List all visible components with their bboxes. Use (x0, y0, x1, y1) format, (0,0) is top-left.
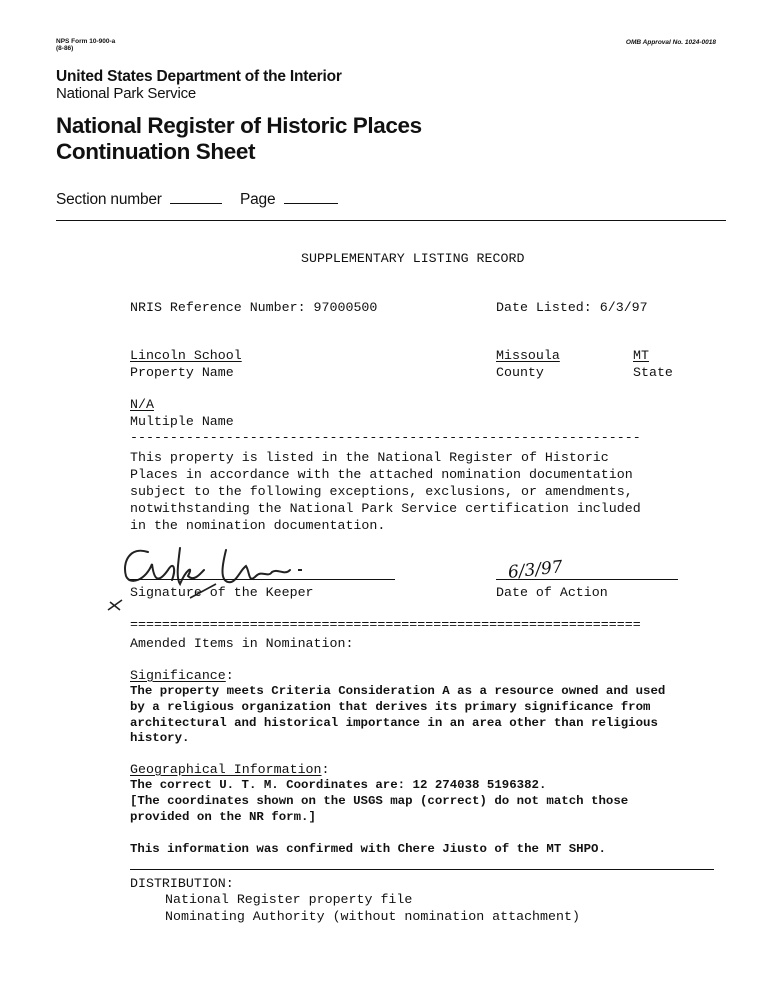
multiple-name-label: Multiple Name (130, 414, 234, 429)
distribution-item: Nominating Authority (without nomination attachment) (165, 909, 580, 924)
page-title: National Register of Historic Places Continuation Sheet (56, 113, 422, 164)
distribution-divider (130, 869, 714, 870)
header-divider (56, 220, 726, 221)
signature-label: Signature of the Keeper (130, 585, 314, 600)
distribution-item: National Register property file (165, 892, 413, 907)
property-name-value: Lincoln School (130, 348, 242, 363)
page-number-field[interactable] (284, 189, 338, 204)
department-name: United States Department of the Interior (56, 68, 342, 85)
handwritten-action-date: 6/3/97 (507, 557, 564, 583)
record-heading: SUPPLEMENTARY LISTING RECORD (301, 251, 525, 266)
state-value: MT (633, 348, 649, 363)
omb-approval: OMB Approval No. 1024-0018 (625, 39, 716, 46)
nris-value: 97000500 (313, 300, 378, 315)
keeper-signature (100, 540, 330, 615)
signature-line (130, 579, 395, 580)
geographic-info-text: The correct U. T. M. Coordinates are: 12 274038 5196382. [The coordinates shown on the USGS map (correct) do not match those provided on the NR form.] (130, 778, 629, 824)
amended-items-heading: Amended Items in Nomination: (130, 636, 354, 651)
date-listed (496, 300, 648, 315)
nris-label: NRIS Reference Number: (130, 300, 306, 315)
state-label: State (633, 365, 673, 380)
date-line (496, 579, 678, 580)
distribution-heading: DISTRIBUTION: (130, 876, 234, 891)
significance-heading: Significance: (130, 668, 234, 683)
nris-reference (130, 300, 377, 315)
section-page-row (56, 189, 338, 209)
significance-text: The property meets Criteria Consideration A as a resource owned and used by a religious organization that derives its primary significance from architectural and historical importance in an area other than religious history. (130, 684, 666, 746)
county-label: County (496, 365, 544, 380)
geographic-info-heading: Geographical Information: (130, 762, 330, 777)
section-number-field[interactable] (170, 189, 222, 204)
page-label: Page (239, 191, 276, 208)
date-listed-value: 6/3/97 (599, 300, 648, 315)
listing-statement: This property is listed in the National Register of Historic Places in accordance with the attached nomination documentation subject to the following exceptions, exclusions, or amendments, notwithstanding the National Park Service certification included in the nomination documentation. (130, 450, 641, 533)
agency-name: National Park Service (56, 85, 197, 102)
section-number-label: Section number (56, 191, 162, 208)
form-number: NPS Form 10-900-a (8-86) (56, 38, 116, 52)
confirmation-note: This information was confirmed with Chere Jiusto of the MT SHPO. (130, 842, 606, 856)
double-divider: ================================================================ (130, 617, 641, 632)
property-name-label: Property Name (130, 365, 234, 380)
date-of-action-label: Date of Action (496, 585, 608, 600)
date-listed-label: Date Listed: (496, 300, 592, 315)
multiple-name-value: N/A (130, 397, 154, 412)
county-value: Missoula (496, 348, 560, 363)
dashed-divider: ---------------------------------------------------------------- (130, 430, 641, 445)
